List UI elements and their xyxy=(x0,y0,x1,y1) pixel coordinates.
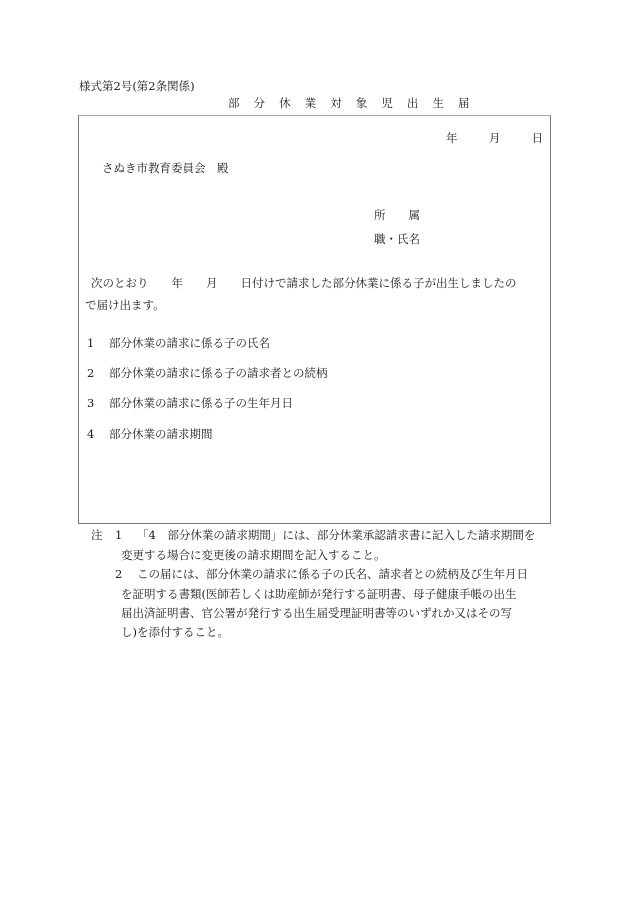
item-number: 4 xyxy=(87,427,95,441)
item-label: 部分休業の請求に係る子の生年月日 xyxy=(109,396,293,410)
list-item xyxy=(87,338,270,350)
item-number: 1 xyxy=(87,336,95,350)
body-text-line-1: 次のとおり 年 月 日付けで請求した部分休業に係る子が出生しましたの xyxy=(91,276,517,290)
list-item xyxy=(87,398,293,410)
item-number: 3 xyxy=(87,396,95,410)
form-number: 様式第2号(第2条関係) xyxy=(79,79,195,93)
note-2-line-4: し)を添付すること。 xyxy=(121,625,229,639)
note-2-line-1: この届には、部分休業の請求に係る子の氏名、請求者との続柄及び生年月日 xyxy=(137,567,528,581)
item-number: 2 xyxy=(87,366,95,380)
list-item xyxy=(87,368,328,380)
affiliation-label: 所 属 xyxy=(374,208,420,222)
note-number: 1 xyxy=(115,528,123,542)
item-label: 部分休業の請求に係る子の請求者との続柄 xyxy=(109,366,328,380)
document-title: 部 分 休 業 対 象 児 出 生 届 xyxy=(228,96,475,110)
note-1-line-2: 変更する場合に変更後の請求期間を記入すること。 xyxy=(121,548,386,562)
notes-label: 注 xyxy=(91,528,103,542)
form-box xyxy=(78,115,551,524)
note-number: 2 xyxy=(115,567,123,581)
note-2-line-2: を証明する書類(医師若しくは助産師が発行する証明書、母子健康手帳の出生 xyxy=(121,587,517,601)
addressee: さぬき市教育委員会 殿 xyxy=(102,161,229,175)
body-text-line-2: で届け出ます。 xyxy=(85,298,165,312)
item-label: 部分休業の請求に係る子の氏名 xyxy=(109,336,270,350)
day-label: 日 xyxy=(531,131,544,145)
month-label: 月 xyxy=(488,131,501,145)
year-label: 年 xyxy=(446,131,458,145)
note-1-line-1: 「4 部分休業の請求期間」には、部分休業承認請求書に記入した請求期間を xyxy=(137,528,536,542)
list-item xyxy=(87,429,213,441)
item-label: 部分休業の請求期間 xyxy=(109,427,213,441)
note-2-line-3: 届出済証明書、官公署が発行する出生届受理証明書等のいずれか又はその写 xyxy=(121,606,512,620)
name-label: 職・氏名 xyxy=(374,232,420,246)
date-field xyxy=(446,133,543,145)
